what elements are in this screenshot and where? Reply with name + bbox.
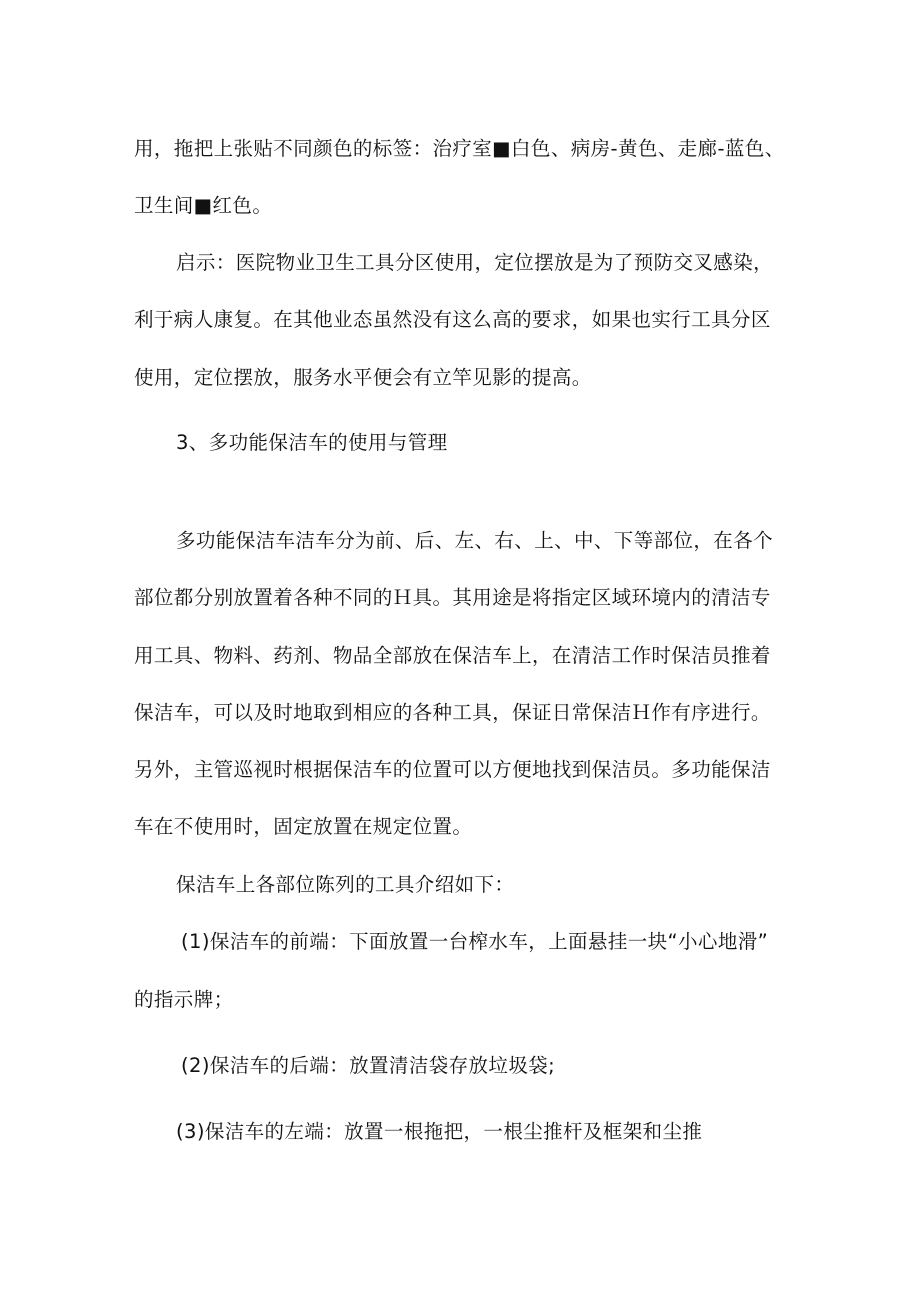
paragraph-3-line-1: 多功能保洁车洁车分为前、后、左、右、上、中、下等部位，在各个 <box>176 529 774 552</box>
paragraph-3-line-2: 部位都分别放置着各种不同的Ｈ具。其用途是将指定区域环境内的清洁专 <box>134 586 771 609</box>
paragraph-3-line-3: 用工具、物料、药剂、物品全部放在保洁车上，在清洁工作时保洁员推着 <box>134 644 771 667</box>
paragraph-3-line-4: 保洁车，可以及时地取到相应的各种工具，保证日常保洁Ｈ作有序进行。 <box>134 701 771 724</box>
paragraph-3-line-6: 车在不使用时，固定放置在规定位置。 <box>134 815 473 838</box>
paragraph-2-line-3: 使用，定位摆放，服务水平便会有立竿见影的提高。 <box>134 366 592 389</box>
paragraph-3-line-5: 另外，主管巡视时根据保洁车的位置可以方便地找到保洁员。多功能保洁 <box>134 758 771 781</box>
paragraph-2-line-1: 启示：医院物业卫生工具分区使用，定位摆放是为了预防交叉感染， <box>176 251 774 274</box>
paragraph-1-line-2: 卫生间■红色。 <box>134 194 273 217</box>
list-item-1-line-1: (1)保洁车的前端：下面放置一台榨水车，上面悬挂一块“小心地滑” <box>181 930 769 953</box>
list-item-2: (2)保洁车的后端：放置清洁袋存放垃圾袋; <box>181 1054 556 1077</box>
paragraph-2-line-2: 利于病人康复。在其他业态虽然没有这么高的要求，如果也实行工具分区 <box>134 308 771 331</box>
list-item-3: (3)保洁车的左端：放置一根拖把，一根尘推杆及框架和尘推 <box>176 1120 703 1143</box>
section-heading: 3、多功能保洁车的使用与管理 <box>176 431 448 454</box>
paragraph-4: 保洁车上各部位陈列的工具介绍如下： <box>176 873 515 896</box>
paragraph-1-line-1: 用，拖把上张贴不同颜色的标签：治疗室■白色、病房-黄色、走廊-蓝色、 <box>134 137 785 160</box>
list-item-1-line-2: 的指示牌； <box>134 988 234 1011</box>
